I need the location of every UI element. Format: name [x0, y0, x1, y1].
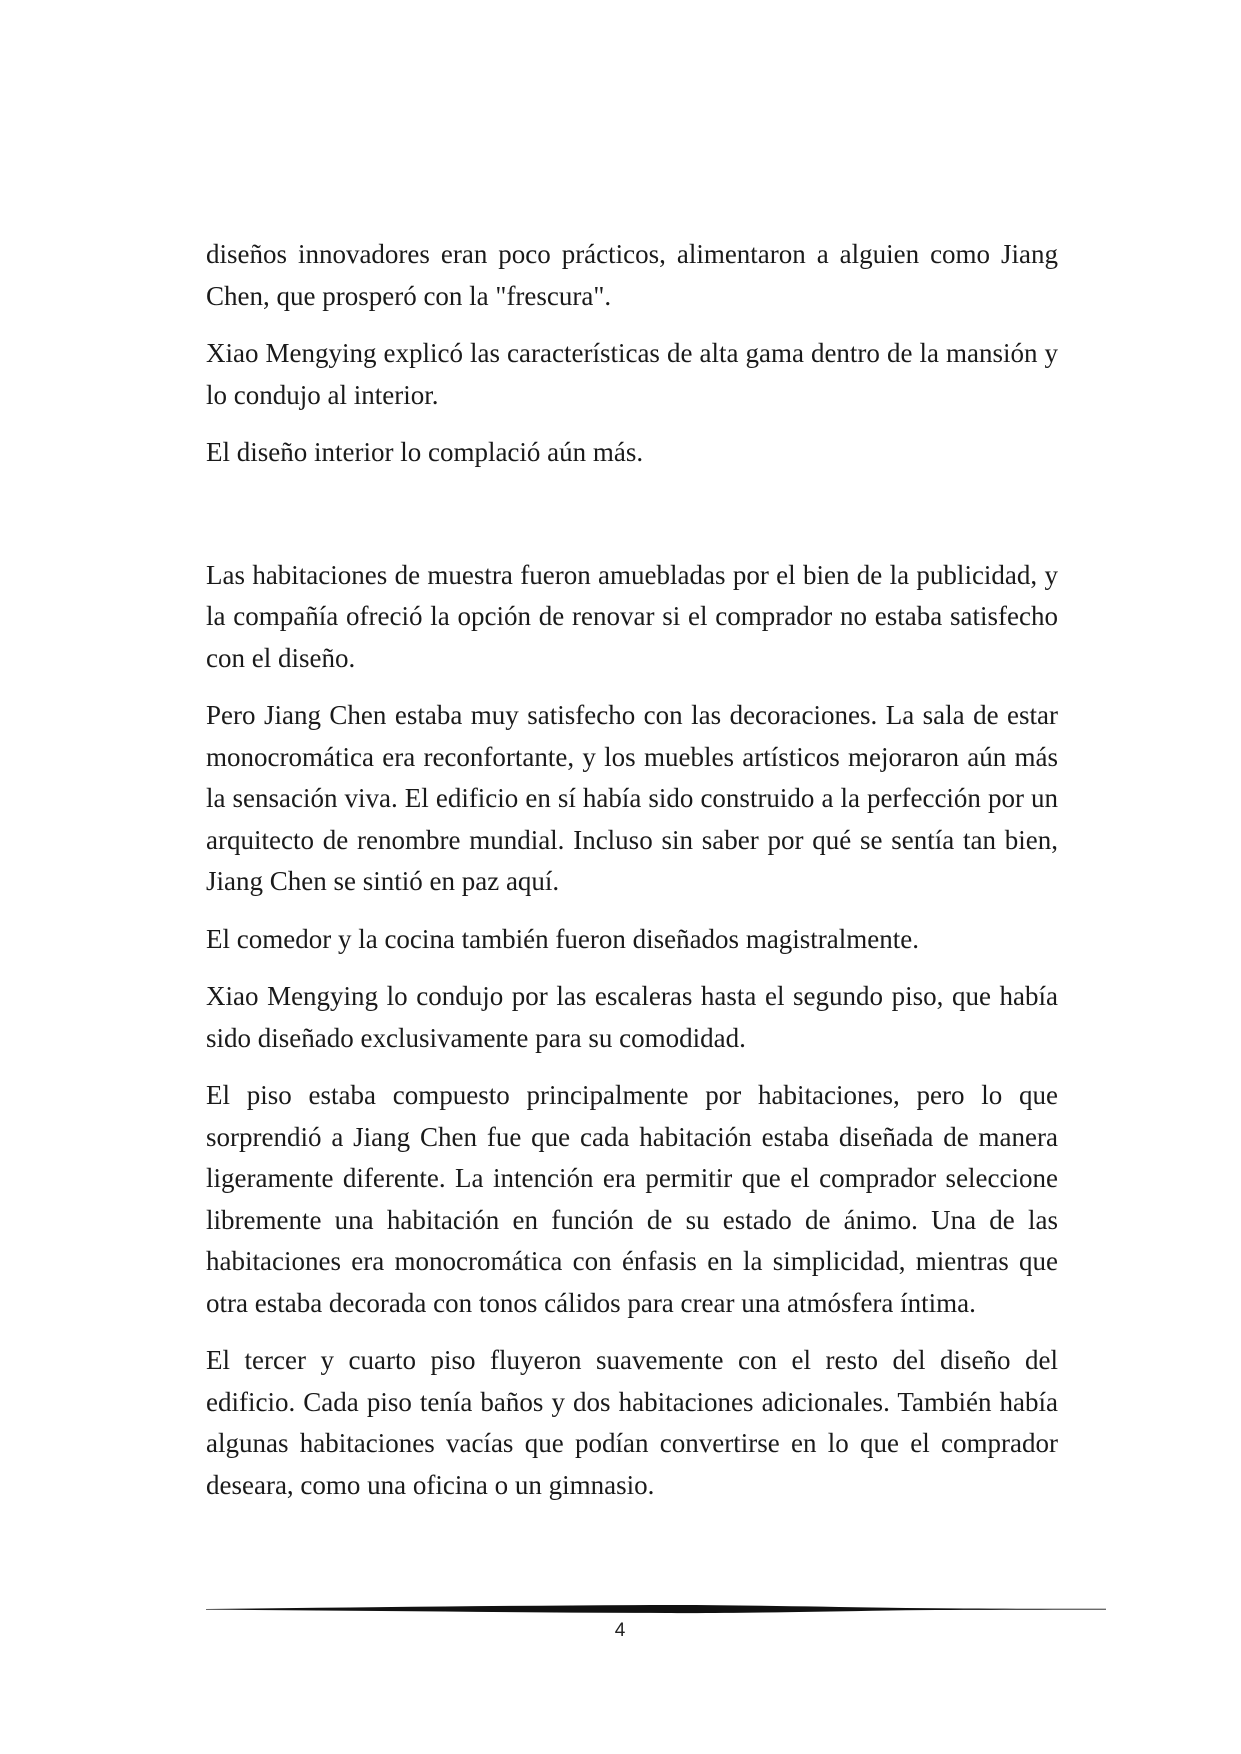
page-number: 4: [614, 1620, 626, 1641]
paragraph: El diseño interior lo complació aún más.: [206, 437, 644, 467]
paragraph: El tercer y cuarto piso fluyeron suavemente con el resto del diseño del edificio. Cada piso tenía baños y dos habitaciones adicionales. También había algunas habitaciones vacías que podían convertirse en lo que el comprador deseara, como una oficina o un gimnasio.: [206, 1345, 1058, 1500]
paragraph: Xiao Mengying explicó las características de alta gama dentro de la mansión y lo condujo al interior.: [206, 338, 1058, 410]
paragraph: diseños innovadores eran poco prácticos, alimentaron a alguien como Jiang Chen, que prosperó con la "frescura".: [206, 239, 1058, 311]
paragraph: El comedor y la cocina también fueron diseñados magistralmente.: [206, 923, 920, 954]
paragraph: Pero Jiang Chen estaba muy satisfecho con las decoraciones. La sala de estar monocromática era reconfortante, y los muebles artísticos mejoraron aún más la sensación viva. El edificio en sí había sido construido a la perfección por un arquitecto de renombre mundial. Incluso sin saber por qué se sentía tan bien, Jiang Chen se sintió en paz aquí.: [206, 700, 1058, 896]
paragraph: Xiao Mengying lo condujo por las escaleras hasta el segundo piso, que había sido diseñado exclusivamente para su comodidad.: [206, 981, 1058, 1053]
footer-rule: [206, 1602, 1106, 1616]
paragraph: El piso estaba compuesto principalmente por habitaciones, pero lo que sorprendió a Jiang Chen fue que cada habitación estaba diseñada de manera ligeramente diferente. La intención era permitir que el comprador seleccione libremente una habitación en función de su estado de ánimo. Una de las habitaciones era monocromática con énfasis en la simplicidad, mientras que otra estaba decorada con tonos cálidos para crear una atmósfera íntima.: [206, 1080, 1058, 1318]
paragraph: Las habitaciones de muestra fueron amuebladas por el bien de la publicidad, y la compañía ofreció la opción de renovar si el comprador no estaba satisfecho con el diseño.: [206, 559, 1058, 673]
body-text: [206, 234, 1058, 1522]
